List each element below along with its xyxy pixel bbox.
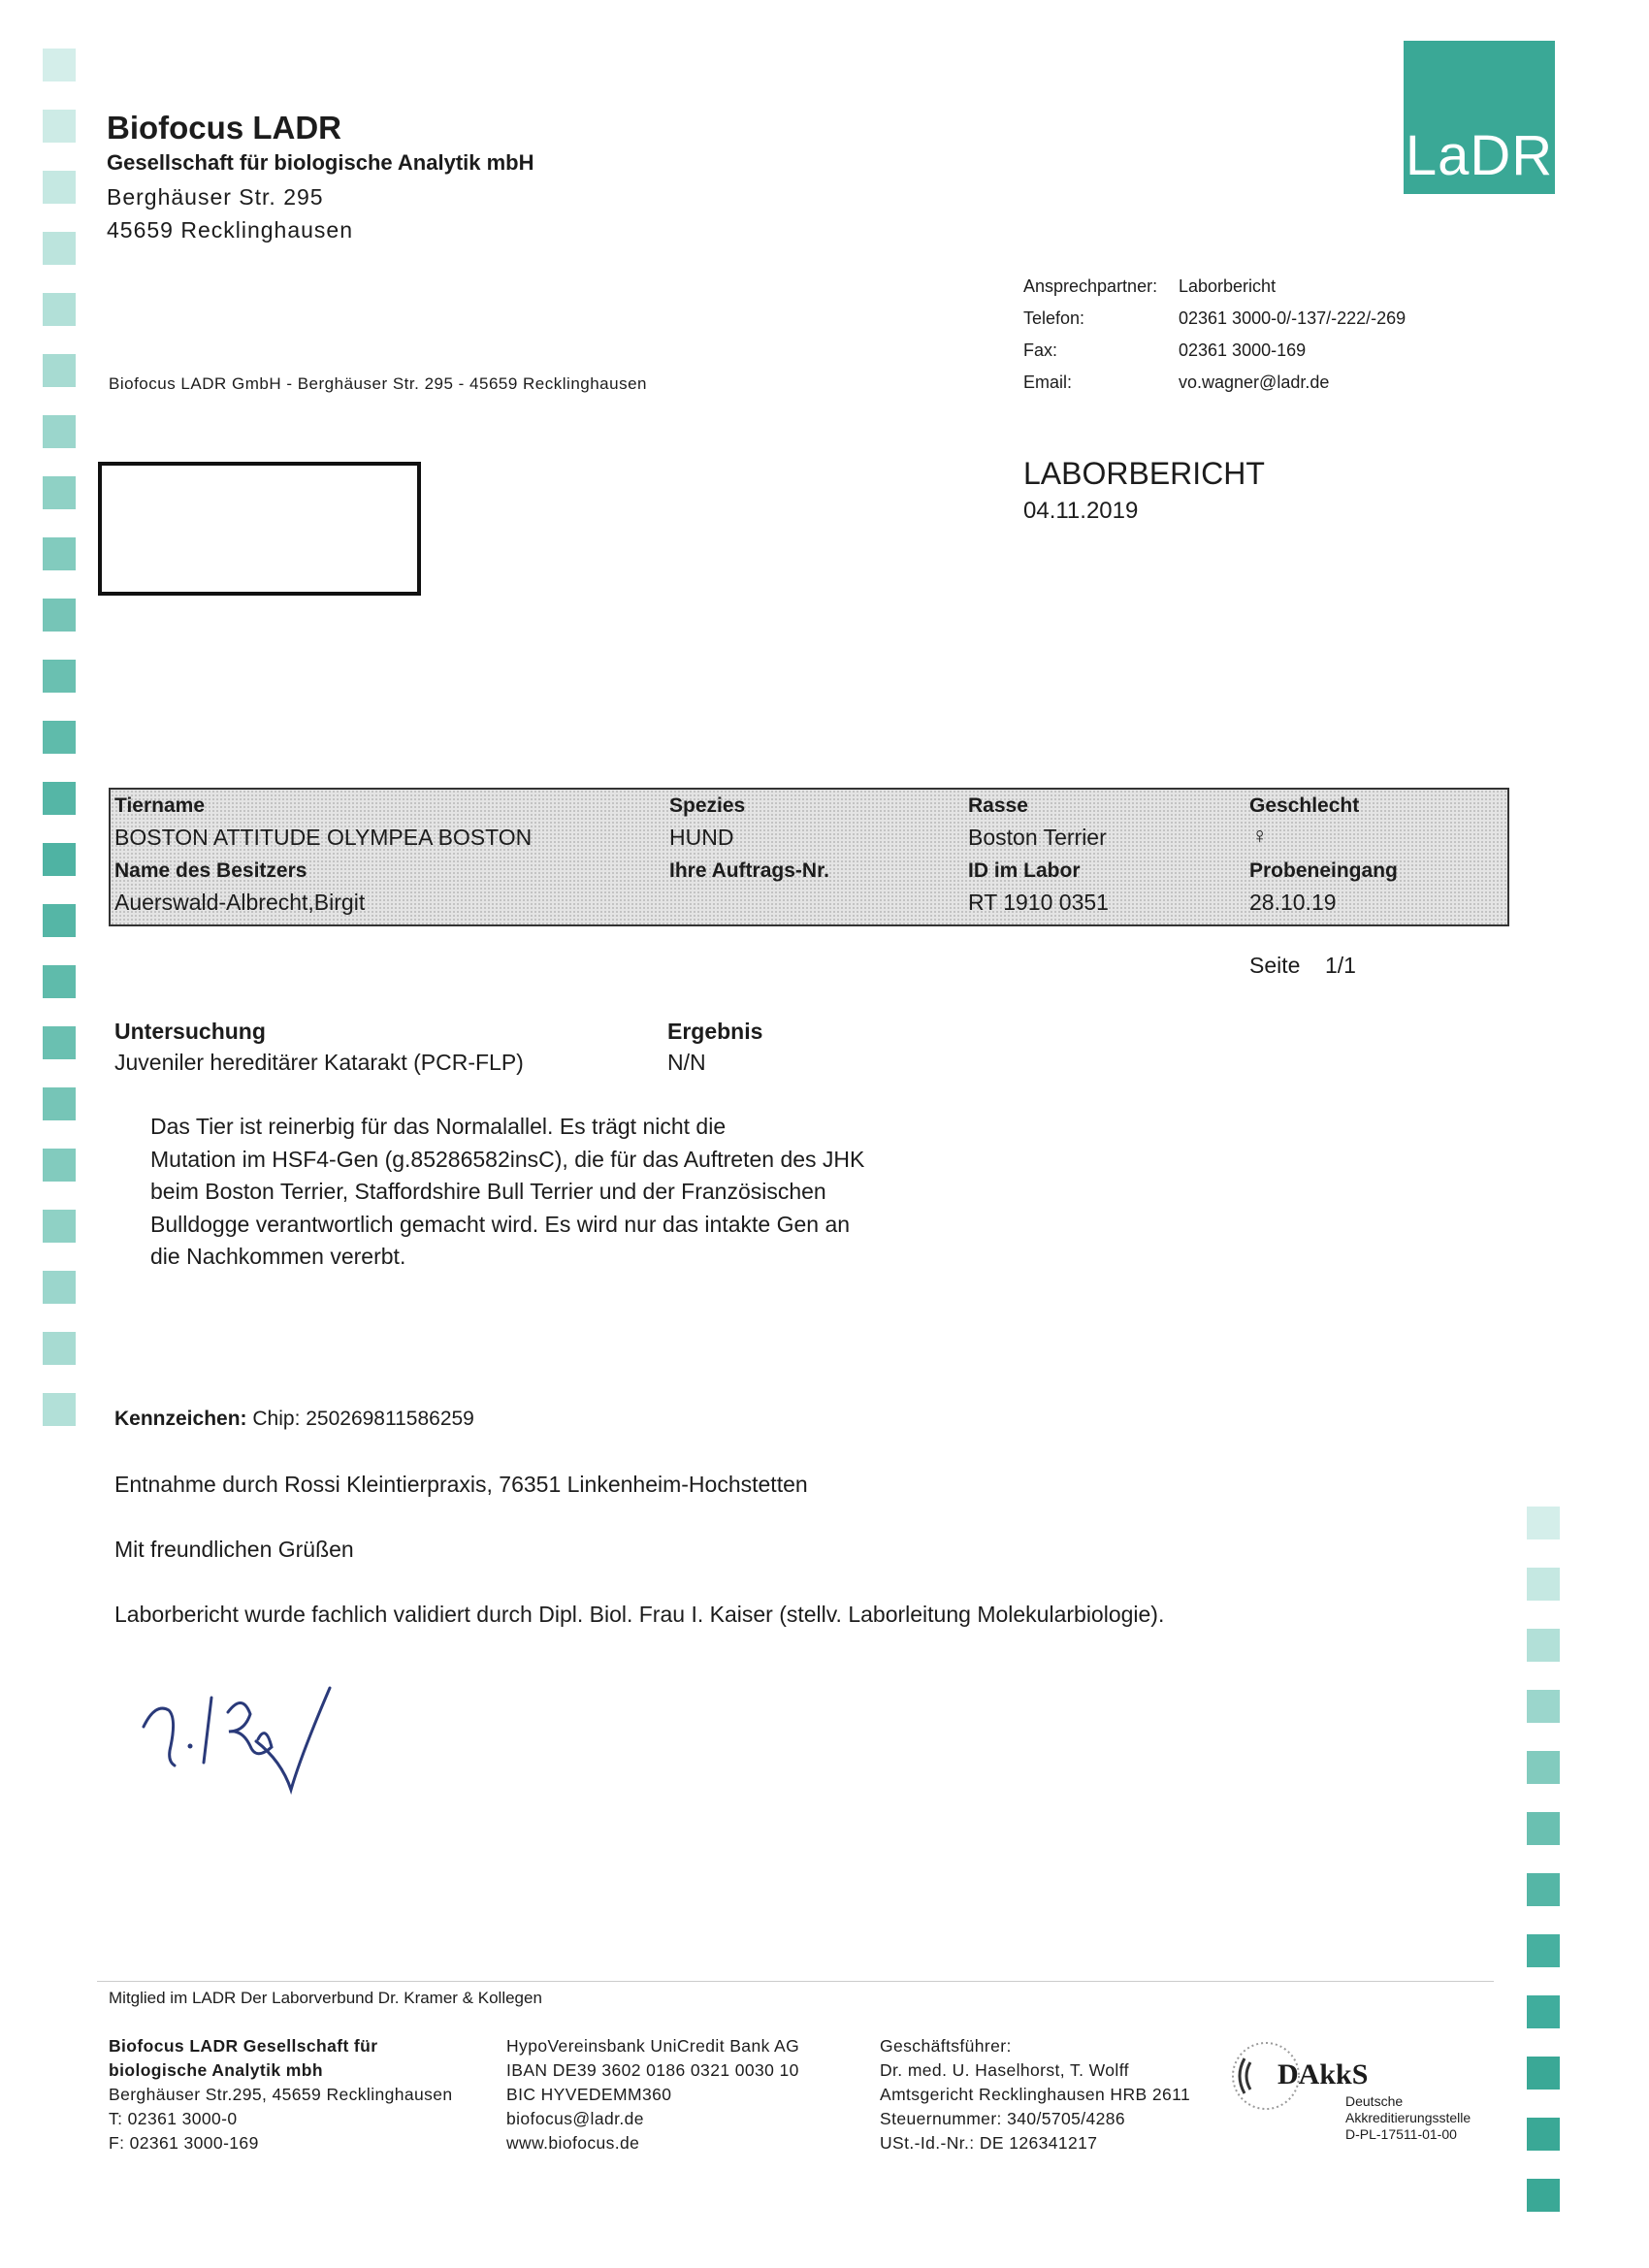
footer-line: Amtsgericht Recklinghausen HRB 2611	[880, 2085, 1191, 2104]
explanation-line: Mutation im HSF4-Gen (g.85286582insC), die für das Auftreten des JHK	[150, 1146, 865, 1172]
besitzer-value: Auerswald-Albrecht,Birgit	[114, 890, 366, 915]
report-title: LABORBERICHT	[1023, 456, 1265, 491]
untersuchung-label: Untersuchung	[114, 1019, 266, 1044]
explanation-line: Das Tier ist reinerbig für das Normalallel. Es trägt nicht die	[150, 1114, 727, 1139]
footer-line: www.biofocus.de	[506, 2133, 640, 2153]
patient-info-box	[109, 788, 1509, 926]
footer-line: biologische Analytik mbh	[109, 2060, 323, 2080]
phone-value: 02361 3000-0/-137/-222/-269	[1179, 308, 1406, 328]
probeneingang-value: 28.10.19	[1249, 890, 1337, 915]
company-subtitle: Gesellschaft für biologische Analytik mbH	[107, 150, 534, 175]
ergebnis-label: Ergebnis	[667, 1019, 763, 1044]
geschlecht-label: Geschlecht	[1249, 794, 1360, 817]
address-box	[98, 462, 421, 596]
rasse-value: Boston Terrier	[968, 825, 1107, 850]
kennzeichen	[114, 1408, 474, 1431]
labor-id-value: RT 1910 0351	[968, 890, 1109, 915]
untersuchung-value: Juveniler hereditärer Katarakt (PCR-FLP)	[114, 1050, 524, 1075]
footer-line: Biofocus LADR Gesellschaft für	[109, 2036, 378, 2056]
footer-line: HypoVereinsbank UniCredit Bank AG	[506, 2036, 800, 2056]
company-name: Biofocus LADR	[107, 110, 341, 146]
labor-id-label: ID im Labor	[968, 859, 1081, 882]
rasse-label: Rasse	[968, 794, 1028, 817]
footer-line: F: 02361 3000-169	[109, 2133, 259, 2153]
besitzer-label: Name des Besitzers	[114, 859, 307, 882]
report-date: 04.11.2019	[1023, 498, 1139, 524]
footer-company	[109, 2034, 453, 2155]
phone-label: Telefon:	[1023, 308, 1085, 328]
email-label: Email:	[1023, 373, 1073, 392]
footer-divider	[97, 1981, 1494, 1982]
footer-line: BIC HYVEDEMM360	[506, 2085, 672, 2104]
kennzeichen-label: Kennzeichen:	[114, 1408, 247, 1430]
fax-value: 02361 3000-169	[1179, 340, 1307, 360]
explanation-line: beim Boston Terrier, Staffordshire Bull Terrier und der Französischen	[150, 1179, 826, 1204]
footer-line: IBAN DE39 3602 0186 0321 0030 10	[506, 2060, 799, 2080]
greeting-text: Mit freundlichen Grüßen	[114, 1537, 354, 1562]
kennzeichen-value: Chip: 250269811586259	[252, 1408, 474, 1430]
auftrag-label: Ihre Auftrags-Nr.	[669, 859, 829, 882]
dakks-line1: Deutsche	[1345, 2093, 1404, 2109]
footer-management	[880, 2034, 1190, 2155]
footer-line: biofocus@ladr.de	[506, 2109, 644, 2128]
dakks-id: D-PL-17511-01-00	[1345, 2126, 1457, 2142]
explanation-line: Bulldogge verantwortlich gemacht wird. Es wird nur das intakte Gen an	[150, 1211, 851, 1237]
footer-bank	[506, 2034, 799, 2155]
tiername-label: Tiername	[114, 794, 205, 817]
fax-label: Fax:	[1023, 340, 1058, 360]
email-value: vo.wagner@ladr.de	[1179, 373, 1330, 392]
spezies-label: Spezies	[669, 794, 746, 817]
footer-membership: Mitglied im LADR Der Laborverbund Dr. Kramer & Kollegen	[109, 1989, 542, 2007]
dakks-accreditation	[1227, 2037, 1499, 2142]
result-explanation	[150, 1111, 985, 1274]
right-color-stripe	[1527, 1507, 1560, 2240]
explanation-line: die Nachkommen vererbt.	[150, 1244, 406, 1269]
probeneingang-label: Probeneingang	[1249, 859, 1398, 882]
company-city: 45659 Recklinghausen	[107, 217, 354, 243]
footer-line: Geschäftsführer:	[880, 2036, 1012, 2056]
footer-line: T: 02361 3000-0	[109, 2109, 238, 2128]
page-number: Seite 1/1	[1249, 953, 1356, 978]
footer-line: Berghäuser Str.295, 45659 Recklinghausen	[109, 2085, 453, 2104]
footer-line: Dr. med. U. Haselhorst, T. Wolff	[880, 2060, 1129, 2080]
dakks-logo-text: DAkkS	[1277, 2058, 1369, 2090]
validation-text: Laborbericht wurde fachlich validiert durch Dipl. Biol. Frau I. Kaiser (stellv. Laborleitung Molekularbiologie).	[114, 1602, 1165, 1627]
signature	[136, 1654, 398, 1819]
footer-line: USt.-Id.-Nr.: DE 126341217	[880, 2133, 1098, 2153]
ergebnis-value: N/N	[667, 1050, 706, 1075]
footer-line: Steuernummer: 340/5705/4286	[880, 2109, 1126, 2128]
ladr-logo: LaDR	[1404, 41, 1555, 194]
dakks-line2: Akkreditierungsstelle	[1345, 2110, 1471, 2125]
female-icon: ♀	[1251, 823, 1269, 848]
left-color-stripe	[43, 49, 76, 1454]
entnahme-text: Entnahme durch Rossi Kleintierpraxis, 76351 Linkenheim-Hochstetten	[114, 1472, 808, 1497]
company-street: Berghäuser Str. 295	[107, 184, 324, 210]
sender-line: Biofocus LADR GmbH - Berghäuser Str. 295 - 45659 Recklinghausen	[109, 374, 647, 393]
contact-label: Ansprechpartner:	[1023, 276, 1158, 296]
contact-value: Laborbericht	[1179, 276, 1277, 296]
tiername-value: BOSTON ATTITUDE OLYMPEA BOSTON	[114, 825, 533, 850]
spezies-value: HUND	[669, 825, 734, 850]
